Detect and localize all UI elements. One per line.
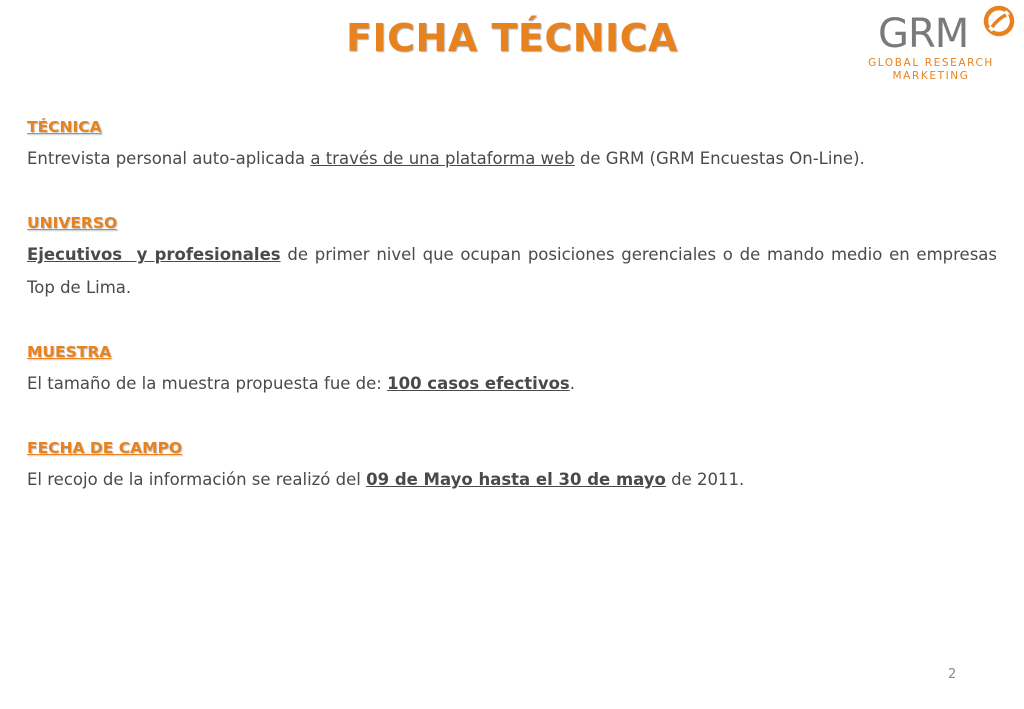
page-title: FICHA TÉCNICA: [346, 16, 678, 60]
logo-subtitle-line1: GLOBAL RESEARCH: [868, 57, 994, 69]
text-underlined-bold: 100 casos efectivos: [387, 374, 570, 393]
text-segment: El tamaño de la muestra propuesta fue de:: [27, 374, 388, 393]
spacer: [27, 304, 997, 337]
text-segment: de 2011.: [665, 470, 745, 489]
section-heading-fecha: FECHA DE CAMPO: [27, 439, 183, 457]
text-underlined-bold: Ejecutivos y profesionales: [27, 245, 281, 264]
section-muestra: [27, 337, 997, 400]
section-heading-universo: UNIVERSO: [27, 214, 118, 232]
text-segment: Entrevista personal auto-aplicada: [27, 149, 311, 168]
grm-swirl-icon: [982, 4, 1016, 38]
grm-logo: [866, 4, 1016, 84]
logo-wordmark: GRM: [878, 11, 969, 57]
section-text-universo: [27, 238, 997, 304]
section-text-fecha: [27, 463, 997, 496]
section-universo: [27, 208, 997, 304]
section-text-muestra: [27, 367, 997, 400]
section-text-tecnica: [27, 142, 997, 175]
section-heading-muestra: MUESTRA: [27, 343, 112, 361]
page-number: 2: [948, 667, 957, 682]
section-heading-tecnica: TÉCNICA: [27, 118, 102, 136]
text-segment: El recojo de la información se realizó del: [27, 470, 367, 489]
logo-subtitle-line2: MARKETING: [892, 70, 970, 82]
text-underlined-bold: 09 de Mayo hasta el 30 de mayo: [366, 470, 666, 489]
text-underlined: a través de una plataforma web: [310, 149, 575, 168]
text-segment: de primer nivel que ocupan posiciones gerenciales o de mando medio en empresas Top de Lima.: [27, 245, 997, 297]
text-segment: .: [569, 374, 575, 393]
spacer: [27, 400, 997, 433]
section-tecnica: [27, 112, 997, 175]
section-fecha-de-campo: [27, 433, 997, 496]
content-body: [27, 112, 997, 496]
text-segment: de GRM (GRM Encuestas On-Line).: [574, 149, 865, 168]
spacer: [27, 175, 997, 208]
